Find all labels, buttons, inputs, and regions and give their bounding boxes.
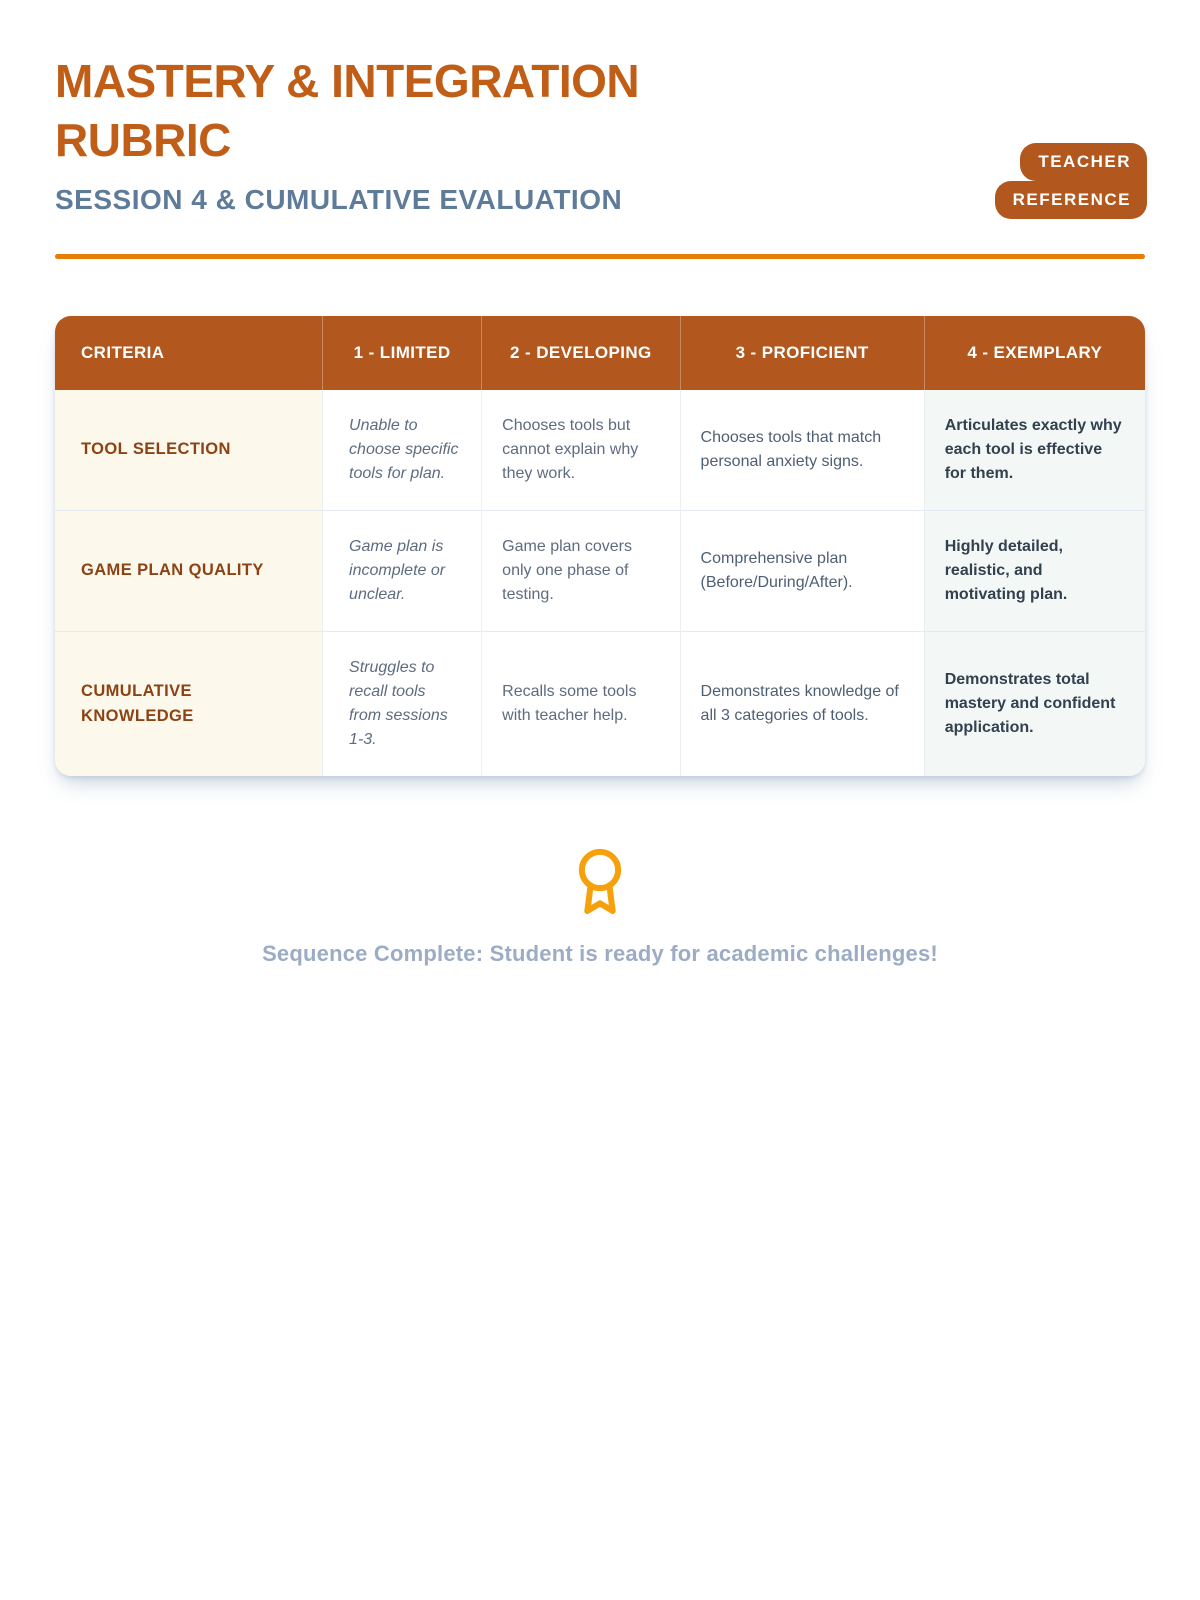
cell-exemplary: Articulates exactly why each tool is effective for them.: [924, 390, 1145, 510]
cell-developing: Chooses tools but cannot explain why they work.: [481, 390, 679, 510]
completion-message: Sequence Complete: Student is ready for academic challenges!: [262, 940, 938, 966]
cell-limited: Struggles to recall tools from sessions 1-3.: [322, 631, 481, 776]
column-header-exemplary: 4 - EXEMPLARY: [924, 316, 1145, 390]
teacher-reference-badge: [995, 143, 1147, 219]
table-row: [55, 510, 1145, 631]
cell-limited: Game plan is incomplete or unclear.: [322, 510, 481, 631]
page-title-line1: MASTERY & INTEGRATION: [55, 55, 640, 107]
page-title-line2: RUBRIC: [55, 113, 231, 166]
rubric-table-container: [55, 316, 1145, 776]
column-header-proficient: 3 - PROFICIENT: [680, 316, 924, 390]
table-row: [55, 390, 1145, 510]
cell-developing: Recalls some tools with teacher help.: [481, 631, 679, 776]
cell-proficient: Chooses tools that match personal anxiety signs.: [680, 390, 924, 510]
rubric-table: [55, 316, 1145, 776]
section-divider: [55, 254, 1145, 259]
column-header-developing: 2 - DEVELOPING: [481, 316, 679, 390]
cell-limited: Unable to choose specific tools for plan.: [322, 390, 481, 510]
page-header: [55, 52, 1145, 216]
award-ribbon-icon: [567, 846, 633, 916]
criterion-label: TOOL SELECTION: [55, 390, 322, 510]
cell-proficient: Demonstrates knowledge of all 3 categories of tools.: [680, 631, 924, 776]
column-header-limited: 1 - LIMITED: [322, 316, 481, 390]
page-subtitle: SESSION 4 & CUMULATIVE EVALUATION: [55, 183, 623, 215]
table-row: [55, 631, 1145, 776]
badge-line-teacher: TEACHER: [1020, 143, 1147, 181]
column-header-criteria: CRITERIA: [55, 316, 322, 390]
completion-section: [55, 846, 1145, 967]
page-title: [55, 52, 1145, 170]
criterion-label: CUMULATIVE KNOWLEDGE: [55, 631, 322, 776]
table-header-row: [55, 316, 1145, 390]
criterion-label: GAME PLAN QUALITY: [55, 510, 322, 631]
cell-exemplary: Highly detailed, realistic, and motivating plan.: [924, 510, 1145, 631]
cell-proficient: Comprehensive plan (Before/During/After).: [680, 510, 924, 631]
badge-line-reference: REFERENCE: [995, 181, 1147, 219]
cell-exemplary: Demonstrates total mastery and confident application.: [924, 631, 1145, 776]
cell-developing: Game plan covers only one phase of testing.: [481, 510, 679, 631]
